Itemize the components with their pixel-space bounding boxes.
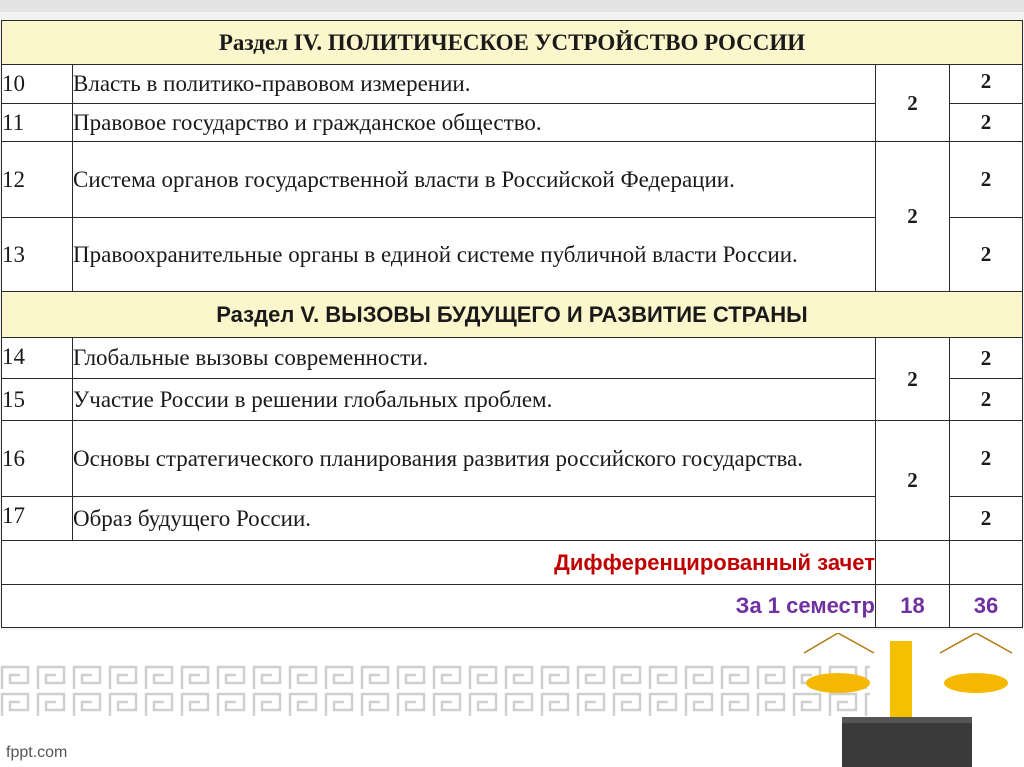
- row-number: 12: [2, 142, 73, 218]
- section-5-title: Раздел V. ВЫЗОВЫ БУДУЩЕГО И РАЗВИТИЕ СТРАНЫ: [2, 292, 1023, 338]
- topic-cell: Участие России в решении глобальных проблем.: [73, 379, 876, 421]
- scales-of-justice-icon: [790, 633, 1024, 767]
- table-row: [2, 338, 1023, 379]
- hours-cell: 2: [950, 379, 1023, 421]
- hours-cell: 2: [950, 421, 1023, 497]
- group-hours: 2: [876, 338, 950, 421]
- topic-cell: Власть в политико-правовом измерении.: [73, 65, 876, 104]
- final-exam-row: [2, 541, 1023, 585]
- row-number: 15: [2, 379, 73, 421]
- row-number: 10: [2, 65, 73, 104]
- group-hours: 2: [876, 421, 950, 541]
- topic-cell: Глобальные вызовы современности.: [73, 338, 876, 379]
- topic-cell: Правоохранительные органы в единой системе публичной власти России.: [73, 218, 876, 292]
- row-number: 16: [2, 421, 73, 497]
- table-row: [2, 421, 1023, 497]
- section-header-row: [2, 21, 1023, 65]
- hours-cell: 2: [950, 65, 1023, 104]
- group-hours: 2: [876, 65, 950, 142]
- curriculum-table: [1, 20, 1023, 628]
- table-row: [2, 379, 1023, 421]
- total-value-b: 36: [950, 585, 1023, 628]
- table-row: [2, 142, 1023, 218]
- hours-cell: 2: [950, 338, 1023, 379]
- table-row: [2, 65, 1023, 104]
- total-label: За 1 семестр: [2, 585, 876, 628]
- hours-cell: 2: [950, 497, 1023, 541]
- hours-cell: 2: [950, 104, 1023, 142]
- row-number: 17: [2, 497, 73, 541]
- greek-key-border-pattern: [0, 664, 870, 718]
- final-exam-label: Дифференцированный зачет: [2, 541, 876, 585]
- table-row: [2, 497, 1023, 541]
- row-number: 14: [2, 338, 73, 379]
- row-number: 11: [2, 104, 73, 142]
- total-row: [2, 585, 1023, 628]
- hours-cell: 2: [950, 218, 1023, 292]
- total-value-a: 18: [876, 585, 950, 628]
- group-hours: 2: [876, 142, 950, 292]
- empty-cell: [876, 541, 950, 585]
- topic-cell: Основы стратегического планирования развития российского государства.: [73, 421, 876, 497]
- hours-cell: 2: [950, 142, 1023, 218]
- section-header-row: [2, 292, 1023, 338]
- empty-cell: [950, 541, 1023, 585]
- row-number: 13: [2, 218, 73, 292]
- topic-cell: Образ будущего России.: [73, 497, 876, 541]
- topic-cell: Система органов государственной власти в Российской Федерации.: [73, 142, 876, 218]
- table-row: [2, 218, 1023, 292]
- topic-cell: Правовое государство и гражданское общество.: [73, 104, 876, 142]
- top-strip: [0, 0, 1024, 12]
- section-4-title: Раздел IV. ПОЛИТИЧЕСКОЕ УСТРОЙСТВО РОССИИ: [2, 21, 1023, 65]
- fppt-brand-text: fppt.com: [6, 744, 68, 761]
- table-row: [2, 104, 1023, 142]
